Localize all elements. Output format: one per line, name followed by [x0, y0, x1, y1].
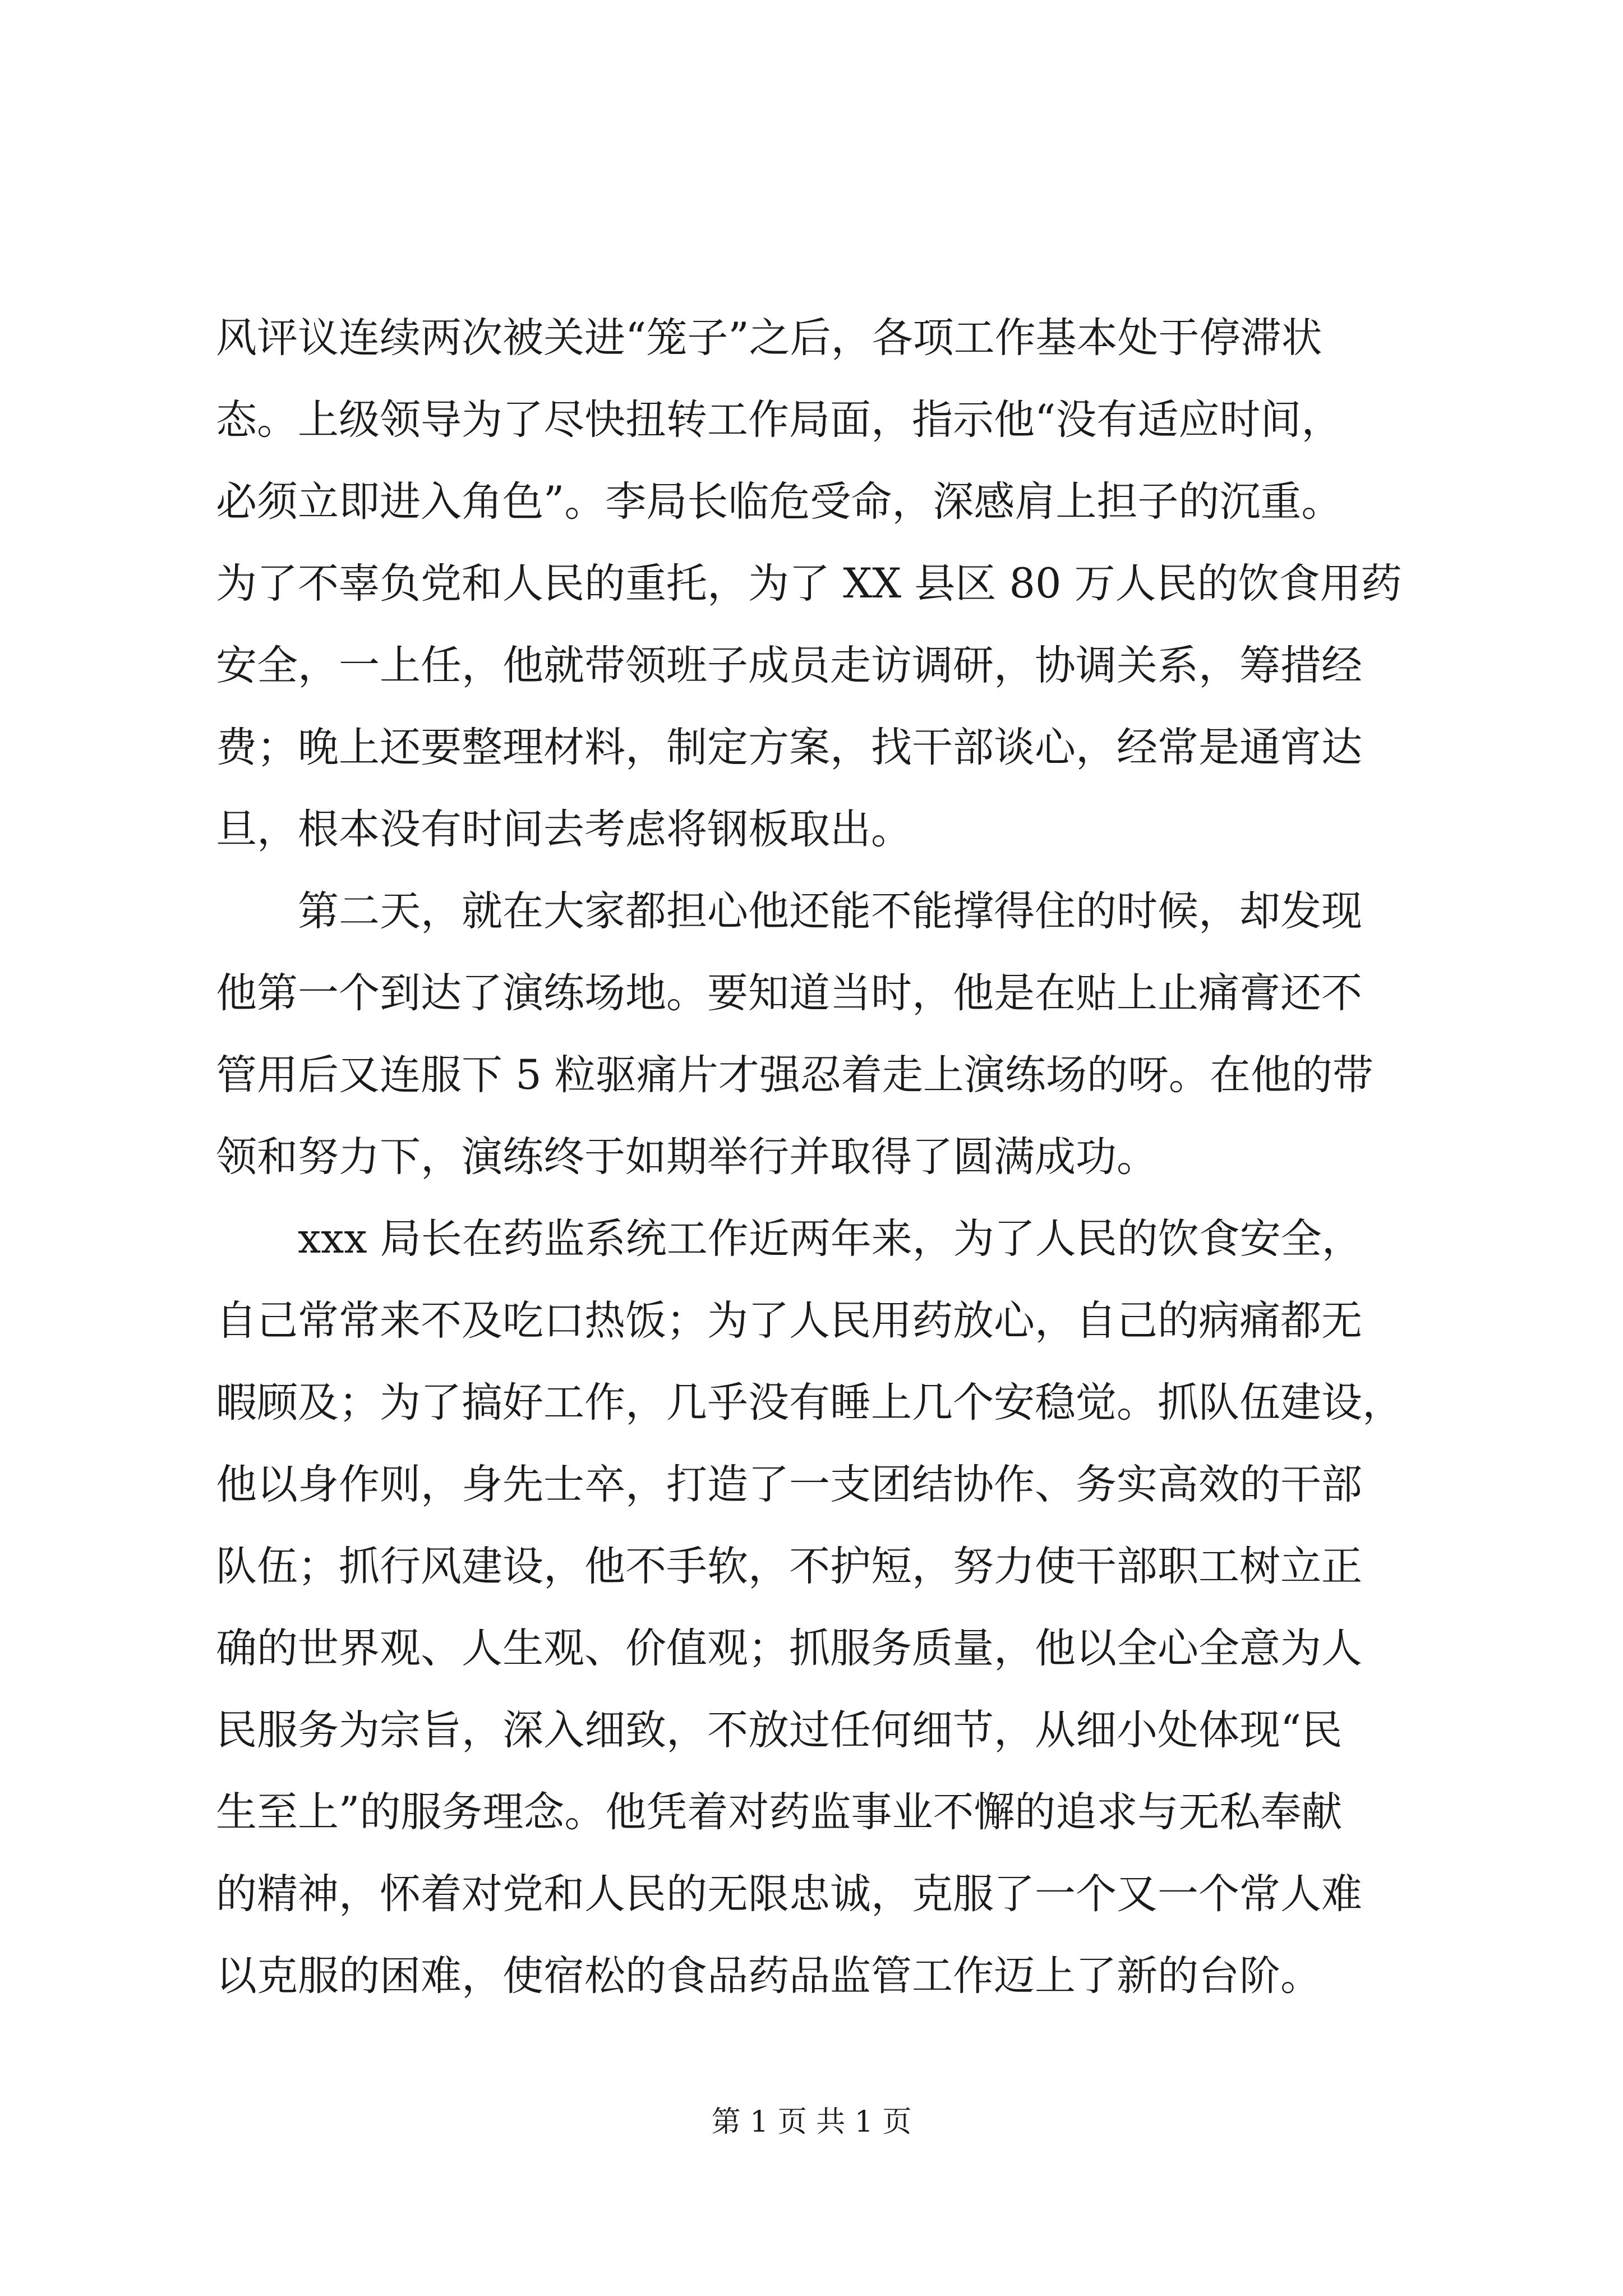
text-line: 风评议连续两次被关进“笼子”之后，各项工作基本处于停滞状 — [216, 314, 1322, 362]
text-line: 必须立即进入角色”。李局长临危受命，深感肩上担子的沉重。 — [216, 478, 1343, 526]
text-line: 态。上级领导为了尽快扭转工作局面，指示他“没有适应时间， — [216, 396, 1343, 444]
paragraph-first-line: 第二天，就在大家都担心他还能不能撑得住的时候，却发现 — [298, 887, 1362, 935]
text-line: 生至上”的服务理念。他凭着对药监事业不懈的追求与无私奉献 — [216, 1788, 1343, 1836]
text-line: 的精神，怀着对党和人民的无限忠诚，克服了一个又一个常人难 — [216, 1870, 1362, 1918]
document-body — [216, 297, 1416, 2017]
text-line: 队伍；抓行风建设，他不手软，不护短，努力使干部职工树立正 — [216, 1543, 1362, 1590]
text-line: 他以身作则，身先士卒，打造了一支团结协作、务实高效的干部 — [216, 1461, 1362, 1508]
text-line: 费；晚上还要整理材料，制定方案，找干部谈心，经常是通宵达 — [216, 724, 1362, 771]
text-line: 旦，根本没有时间去考虑将钢板取出。 — [216, 806, 912, 853]
text-line: 自己常常来不及吃口热饭；为了人民用药放心，自己的病痛都无 — [216, 1297, 1362, 1345]
text-line: 为了不辜负党和人民的重托，为了 XX 县区 80 万人民的饮食用药 — [216, 560, 1402, 608]
text-line: 安全，一上任，他就带领班子成员走访调研，协调关系，筹措经 — [216, 642, 1362, 689]
text-line: 他第一个到达了演练场地。要知道当时，他是在贴上止痛膏还不 — [216, 969, 1362, 1017]
text-line: 确的世界观、人生观、价值观；抓服务质量，他以全心全意为人 — [216, 1625, 1362, 1672]
paragraph-first-line: xxx 局长在药监系统工作近两年来，为了人民的饮食安全， — [298, 1215, 1363, 1263]
page-number-footer: 第 1 页 共 1 页 — [711, 2105, 912, 2139]
text-line: 领和努力下，演练终于如期举行并取得了圆满成功。 — [216, 1133, 1158, 1181]
text-line: 以克服的困难，使宿松的食品药品监管工作迈上了新的台阶。 — [216, 1952, 1321, 2000]
text-line: 管用后又连服下 5 粒驱痛片才强忍着走上演练场的呀。在他的带 — [216, 1051, 1373, 1099]
text-line: 民服务为宗旨，深入细致，不放过任何细节，从细小处体现“民 — [216, 1706, 1343, 1754]
text-line: 暇顾及；为了搞好工作，几乎没有睡上几个安稳觉。抓队伍建设， — [216, 1379, 1403, 1427]
